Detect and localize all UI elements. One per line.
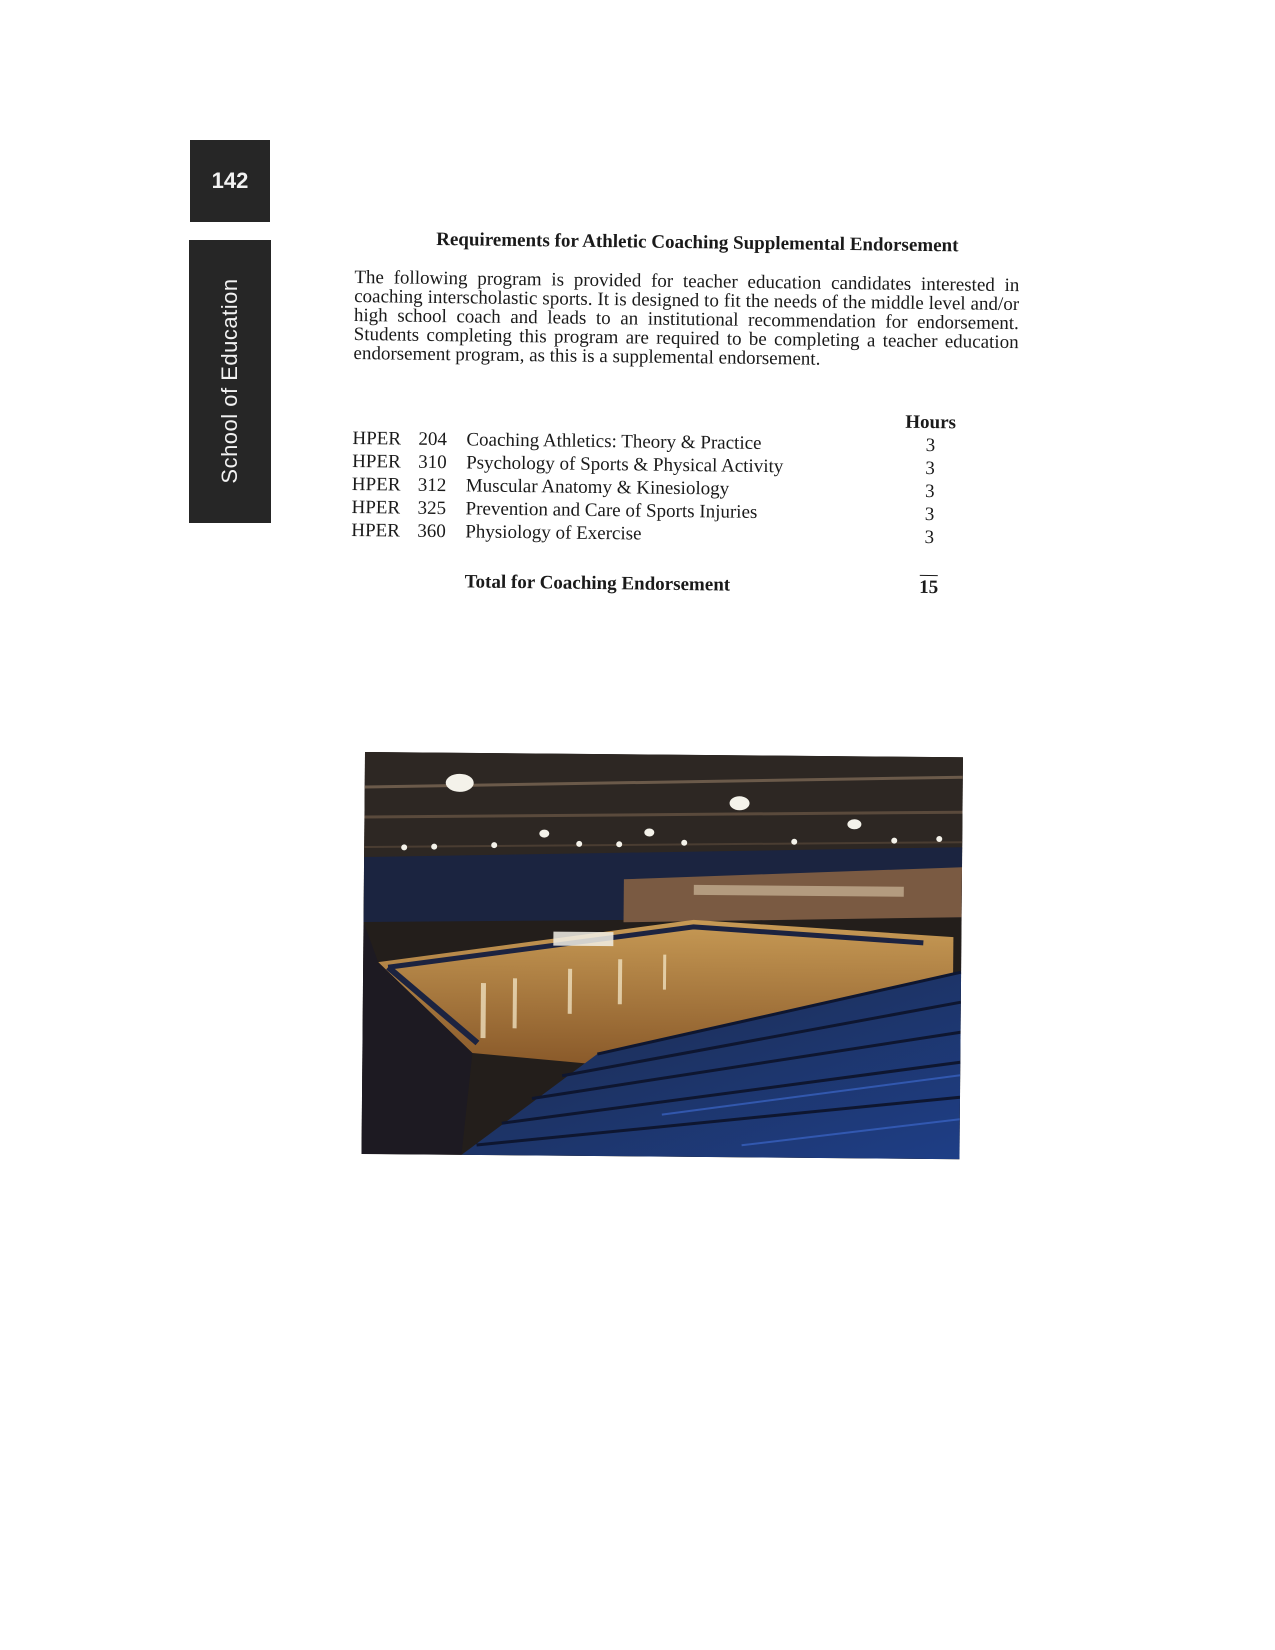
hours-column-header: Hours xyxy=(905,411,957,434)
course-title: Psychology of Sports & Physical Activity xyxy=(466,452,784,478)
course-number: 310 xyxy=(418,451,447,474)
course-number: 312 xyxy=(417,474,447,497)
course-hours: 3 xyxy=(925,457,935,480)
total-label: Total for Coaching Endorsement xyxy=(464,571,731,596)
intro-paragraph: The following program is provided for teacher education candidates interested in coaching interscholastic sports. It is designed to fit the needs of the middle level and/or high school coach and leads to an institutional recommendation for endorsement. Students completing this program are required to be completing a teacher education endorsement program, as this is a supplemental endorsement. xyxy=(353,266,1020,370)
course-title: Physiology of Exercise xyxy=(465,521,642,545)
page-number: 142 xyxy=(211,168,249,193)
total-row xyxy=(351,570,1016,600)
course-hours: 3 xyxy=(925,434,936,457)
course-title: Coaching Athletics: Theory & Practice xyxy=(466,429,762,454)
gymnasium-illustration xyxy=(361,752,962,1159)
course-title: Muscular Anatomy & Kinesiology xyxy=(465,475,730,500)
course-number: 204 xyxy=(418,428,448,451)
course-hours: 3 xyxy=(924,526,935,549)
course-hours: 3 xyxy=(924,503,935,526)
course-table xyxy=(350,405,1017,613)
page-title: Requirements for Athletic Coaching Supplemental Endorsement xyxy=(436,228,959,257)
course-number: 325 xyxy=(417,497,447,520)
course-dept: HPER xyxy=(351,496,401,519)
page-number-tab xyxy=(190,140,270,222)
section-label: School of Education xyxy=(217,278,242,484)
course-number: 360 xyxy=(417,520,446,543)
total-value: 15 xyxy=(901,577,957,600)
course-dept: HPER xyxy=(351,519,401,542)
course-dept: HPER xyxy=(352,427,402,450)
course-dept: HPER xyxy=(351,473,401,496)
section-tab xyxy=(189,240,271,523)
gymnasium-photo xyxy=(361,752,962,1159)
course-title: Prevention and Care of Sports Injuries xyxy=(465,498,758,523)
course-list xyxy=(351,427,1017,550)
main-content xyxy=(350,228,1020,613)
course-hours: 3 xyxy=(924,480,935,503)
course-dept: HPER xyxy=(352,450,401,473)
